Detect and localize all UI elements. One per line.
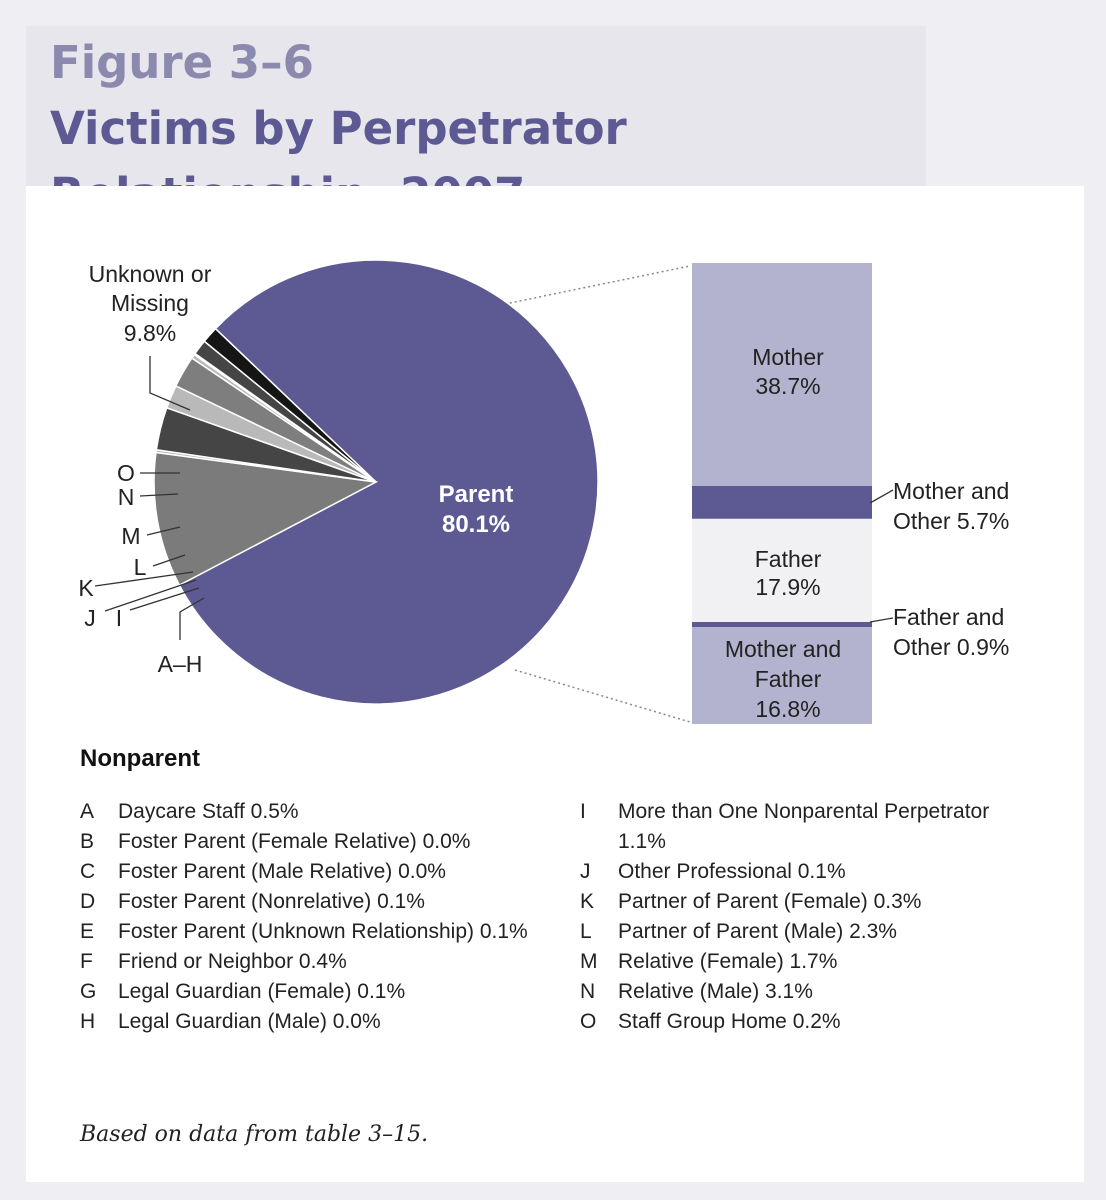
mother-other-label-line1: Mother and bbox=[893, 478, 1010, 504]
pie-key-o: O bbox=[117, 460, 135, 486]
legend-description: Daycare Staff 0.5% bbox=[118, 800, 299, 823]
bar-segment-father-and-other bbox=[692, 622, 872, 627]
legend-key: B bbox=[80, 830, 95, 853]
pie-key-n: N bbox=[117, 484, 135, 510]
legend-item-o bbox=[580, 1007, 1010, 1037]
legend-key: E bbox=[80, 920, 95, 943]
father-value: 17.9% bbox=[755, 574, 821, 600]
legend-item-m bbox=[580, 947, 1010, 977]
unknown-value: 9.8% bbox=[123, 320, 177, 346]
mother-father-label-line2: Father bbox=[754, 666, 822, 692]
mother-father-label-line1: Mother and bbox=[724, 636, 842, 662]
legend-key: I bbox=[580, 800, 586, 823]
legend-item-f bbox=[80, 947, 560, 977]
legend-item-l bbox=[580, 917, 1010, 947]
legend-description: Foster Parent (Female Relative) 0.0% bbox=[118, 830, 471, 853]
legend-item-c bbox=[80, 857, 560, 887]
legend-key: F bbox=[80, 950, 93, 973]
parent-value: 80.1% bbox=[441, 511, 511, 538]
legend-description: Legal Guardian (Male) 0.0% bbox=[118, 1010, 381, 1033]
legend-key: N bbox=[580, 980, 596, 1003]
nonparent-legend-right bbox=[580, 797, 1010, 1037]
legend-description: More than One Nonparental Perpetrator 1.1% bbox=[618, 800, 990, 853]
pie-key-k: K bbox=[78, 575, 94, 601]
legend-description: Relative (Male) 3.1% bbox=[618, 980, 813, 1003]
parent-label: Parent bbox=[438, 481, 514, 508]
legend-description: Foster Parent (Nonrelative) 0.1% bbox=[118, 890, 425, 913]
legend-key: A bbox=[80, 800, 95, 823]
unknown-label-line1: Unknown or bbox=[88, 261, 212, 287]
legend-description: Other Professional 0.1% bbox=[618, 860, 846, 883]
legend-description: Foster Parent (Male Relative) 0.0% bbox=[118, 860, 446, 883]
nonparent-legend-left bbox=[80, 797, 560, 1037]
father-other-label-line1: Father and bbox=[893, 604, 1005, 630]
legend-key: K bbox=[580, 890, 595, 913]
legend-key: O bbox=[580, 1010, 597, 1033]
legend-item-g bbox=[80, 977, 560, 1007]
legend-key: L bbox=[580, 920, 592, 943]
legend-key: M bbox=[580, 950, 598, 973]
legend-key: J bbox=[580, 860, 591, 883]
source-note: Based on data from table 3–15. bbox=[80, 1122, 429, 1147]
legend-description: Partner of Parent (Female) 0.3% bbox=[618, 890, 922, 913]
legend-description: Friend or Neighbor 0.4% bbox=[118, 950, 347, 973]
father-label: Father bbox=[754, 546, 822, 572]
leader-father-other bbox=[870, 618, 893, 622]
legend-key: C bbox=[80, 860, 96, 883]
pie-key-l: L bbox=[133, 554, 147, 580]
legend-key: H bbox=[80, 1010, 96, 1033]
legend-item-e bbox=[80, 917, 560, 947]
mother-other-label-line2: Other 5.7% bbox=[893, 508, 1010, 534]
legend-description: Partner of Parent (Male) 2.3% bbox=[618, 920, 897, 943]
legend-description: Relative (Female) 1.7% bbox=[618, 950, 838, 973]
mother-father-value: 16.8% bbox=[755, 696, 821, 722]
pie-key-j: J bbox=[84, 605, 96, 631]
legend-item-n bbox=[580, 977, 1010, 1007]
connector-bottom bbox=[515, 670, 690, 722]
mother-label: Mother bbox=[752, 344, 824, 370]
legend-item-j bbox=[580, 857, 1010, 887]
unknown-label-line2: Missing bbox=[111, 290, 189, 316]
legend-key: D bbox=[80, 890, 96, 913]
pie-key-i: I bbox=[115, 605, 123, 631]
figure-title-text: Victims by Perpetrator bbox=[50, 102, 627, 155]
nonparent-heading: Nonparent bbox=[80, 745, 200, 772]
pie-slices bbox=[154, 260, 598, 704]
connector-top bbox=[500, 266, 690, 305]
legend-key: G bbox=[80, 980, 97, 1003]
legend-item-k bbox=[580, 887, 1010, 917]
mother-value: 38.7% bbox=[755, 373, 821, 399]
pie-key-m: M bbox=[121, 523, 141, 549]
bar-segment-mother-and-other bbox=[692, 486, 872, 519]
legend-item-b bbox=[80, 827, 560, 857]
figure-number: Figure 3–6 bbox=[50, 36, 314, 89]
pie-key-ah: A–H bbox=[157, 651, 203, 677]
legend-description: Staff Group Home 0.2% bbox=[618, 1010, 841, 1033]
father-other-label-line2: Other 0.9% bbox=[893, 634, 1010, 660]
legend-item-a bbox=[80, 797, 560, 827]
legend-item-d bbox=[80, 887, 560, 917]
legend-item-i bbox=[580, 797, 1010, 857]
leader-mother-other bbox=[870, 490, 893, 503]
legend-description: Foster Parent (Unknown Relationship) 0.1% bbox=[118, 920, 528, 943]
legend-description: Legal Guardian (Female) 0.1% bbox=[118, 980, 406, 1003]
legend-item-h bbox=[80, 1007, 560, 1037]
